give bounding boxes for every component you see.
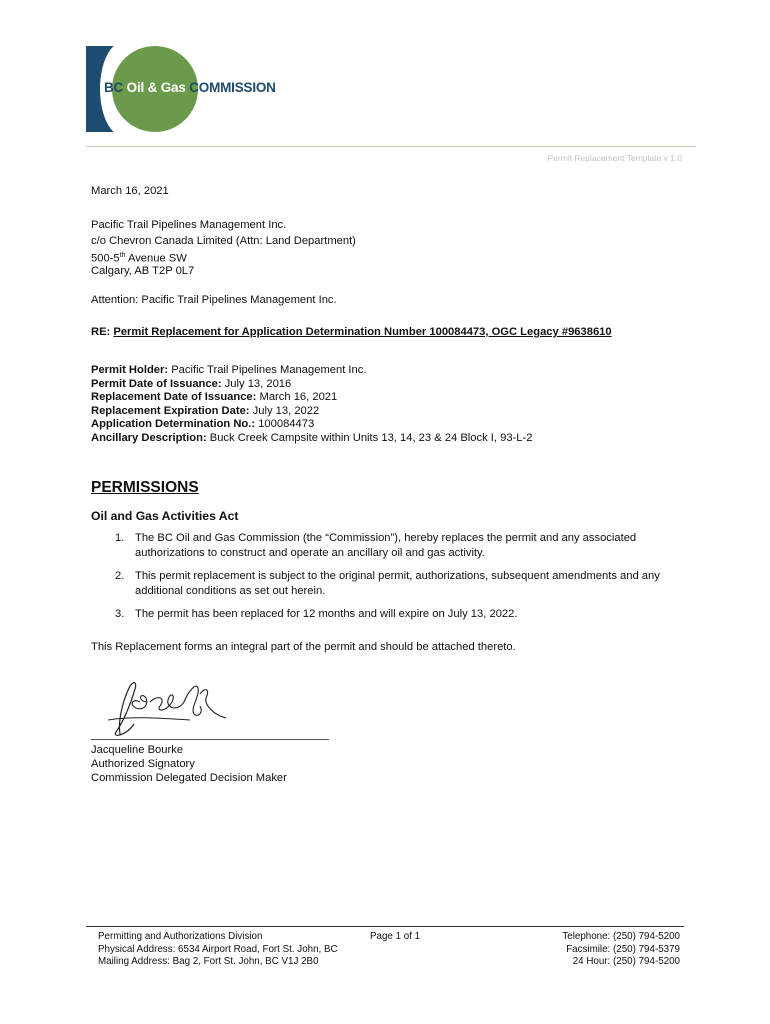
detail-row (91, 431, 532, 445)
re-label: RE: (91, 326, 114, 338)
detail-label: Ancillary Description: (91, 432, 207, 444)
template-note: Permit Replacement Template v 1.0 (547, 153, 682, 163)
footer-mailing-address: Mailing Address: Bag 2, Fort St. John, BC V1J 2B0 (98, 956, 319, 967)
signature-line (91, 739, 329, 740)
detail-row (91, 404, 319, 418)
detail-value: Buck Creek Campsite within Units 13, 14, 23 & 24 Block I, 93-L-2 (206, 432, 533, 444)
logo-text (104, 80, 276, 95)
footer-contacts (562, 931, 680, 969)
page-number: Page 1 of 1 (370, 931, 421, 942)
footer-physical-address: Physical Address: 6534 Airport Road, Fort St. John, BC (98, 943, 338, 955)
detail-value: July 13, 2022 (249, 405, 320, 417)
permission-item (91, 531, 691, 561)
detail-label: Replacement Date of Issuance: (91, 391, 257, 403)
logo-bc: BC (104, 80, 124, 95)
detail-row (91, 377, 291, 391)
logo-commission: COMMISSION (189, 80, 276, 95)
footer-facsimile: Facsimile: (250) 794-5379 (566, 943, 680, 955)
signatory-title: Authorized Signatory (91, 758, 195, 770)
permission-item (91, 569, 691, 599)
letter-date: March 16, 2021 (91, 185, 169, 197)
detail-row (91, 363, 366, 377)
detail-value: 100084473 (255, 418, 315, 430)
address-street-number: 500-5 (91, 252, 120, 265)
commission-logo (86, 46, 316, 134)
closing-statement: This Replacement forms an integral part of the permit and should be attached thereto. (91, 641, 516, 653)
item-number: 3. (115, 608, 125, 620)
re-subject: Permit Replacement for Application Determination Number 100084473, OGC Legacy #9638610 (113, 326, 612, 338)
permissions-heading: PERMISSIONS (91, 479, 199, 496)
signatory-name: Jacqueline Bourke (91, 744, 184, 756)
detail-row (91, 417, 314, 431)
attention-line: Attention: Pacific Trail Pipelines Management Inc. (91, 294, 337, 306)
footer-24-hour: 24 Hour: (250) 794-5200 (572, 956, 680, 967)
logo-oil-gas: Oil & Gas (126, 80, 186, 95)
address-street-name: Avenue SW (125, 252, 187, 265)
address-superscript: th (119, 252, 126, 259)
act-heading: Oil and Gas Activities Act (91, 509, 239, 523)
detail-value: July 13, 2016 (221, 378, 292, 390)
item-text: The permit has been replaced for 12 months and will expire on July 13, 2022. (135, 608, 518, 620)
permission-item (91, 607, 691, 622)
detail-value: Pacific Trail Pipelines Management Inc. (168, 364, 367, 376)
signature (100, 672, 230, 744)
footer-addresses (98, 931, 338, 969)
header-divider (86, 146, 696, 147)
address-line-2: c/o Chevron Canada Limited (Attn: Land Department) (91, 235, 356, 247)
footer-division: Permitting and Authorizations Division (98, 931, 263, 942)
detail-value: March 16, 2021 (256, 391, 338, 403)
re-line (91, 325, 612, 339)
permission-list (91, 531, 691, 630)
item-text: The BC Oil and Gas Commission (the “Commission”), hereby replaces the permit and any associated authorizations to construct and operate an ancillary oil and gas activity. (135, 532, 637, 559)
address-line-4: Calgary, AB T2P 0L7 (91, 265, 195, 277)
item-text: This permit replacement is subject to the original permit, authorizations, subsequent amendments and any additional conditions as set out herein. (135, 570, 660, 597)
footer-telephone: Telephone: (250) 794-5200 (562, 931, 680, 942)
detail-label: Permit Date of Issuance: (91, 378, 222, 390)
footer-divider (86, 926, 684, 927)
detail-row (91, 390, 337, 404)
item-number: 1. (115, 532, 125, 544)
detail-label: Application Determination No.: (91, 418, 256, 430)
detail-label: Permit Holder: (91, 364, 169, 376)
signatory-role: Commission Delegated Decision Maker (91, 772, 287, 784)
detail-label: Replacement Expiration Date: (91, 405, 250, 417)
address-line-1: Pacific Trail Pipelines Management Inc. (91, 219, 287, 231)
item-number: 2. (115, 570, 125, 582)
